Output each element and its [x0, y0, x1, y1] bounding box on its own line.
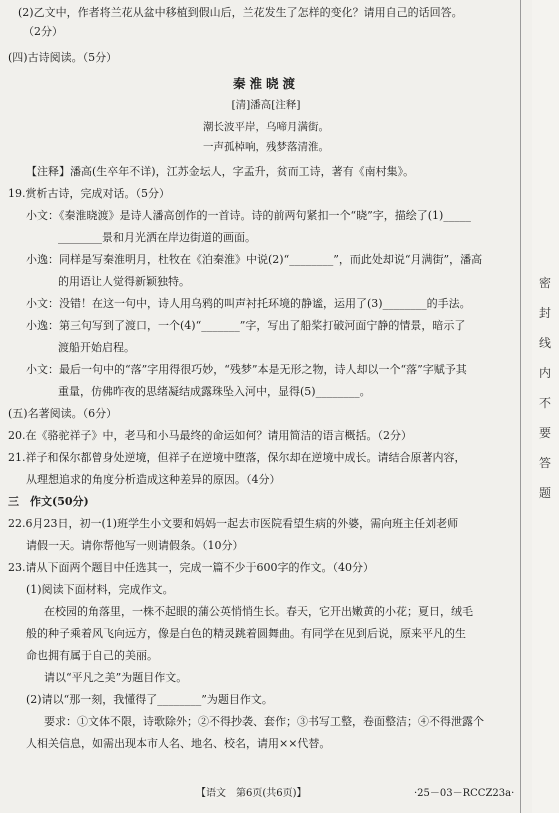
text-line: 小文：没错！在这一句中，诗人用乌鸦的叫声衬托环境的静谧，运用了(3)________的手法。	[26, 297, 471, 310]
text-line: 在校园的角落里，一株不起眼的蒲公英悄悄生长。春天，它开出嫩黄的小花；夏日，绒毛	[44, 605, 473, 618]
text-line: 一声孤棹响，残梦落清淮。	[203, 141, 329, 153]
text-line: (五)名著阅读。（6分）	[8, 407, 118, 420]
text-line: 20.在《骆驼祥子》中，老马和小马最终的命运如何？请用简洁的语言概括。（2分）	[8, 429, 412, 442]
text-line: (2)请以“那一刻，我懂得了________”为题目作文。	[26, 693, 273, 706]
text-line: 小文：最后一句中的“落”字用得很巧妙，“残梦”本是无形之物，诗人却以一个“落”字赋予其	[26, 363, 467, 376]
text-line: (四)古诗阅读。（5分）	[8, 51, 118, 64]
text-line: ________景和月光洒在岸边街道的画面。	[58, 231, 256, 244]
text-line: 人相关信息，如需出现本市人名、地名、校名，请用××代替。	[26, 737, 331, 750]
binding-line	[520, 0, 521, 813]
text-line: 22.6月23日，初一(1)班学生小文要和妈妈一起去市医院看望生病的外婆，需向班主任刘老师	[8, 517, 459, 530]
text-line: 从理想追求的角度分析造成这种差异的原因。（4分）	[26, 473, 281, 486]
text-line: 【注释】潘高(生卒年不详)，江苏金坛人，字孟升，贫而工诗，著有《南村集》。	[26, 165, 415, 178]
text-line: 三 作文(50分)	[8, 495, 89, 508]
page-footer-center: 【语文 第6页(共6页)】	[196, 788, 307, 799]
text-line: 命也拥有属于自己的美丽。	[26, 649, 158, 662]
text-line: （2分）	[23, 25, 63, 38]
page-footer-code: ·25－03－RCCZ23a·	[414, 788, 515, 799]
text-line: (1)阅读下面材料，完成作文。	[26, 583, 174, 596]
binding-notice: 密封线内不要答题	[538, 276, 551, 500]
text-line: 潮长波平岸，乌啼月满街。	[203, 121, 329, 133]
text-line: [清]潘高[注释]	[231, 99, 301, 111]
text-line: 渡船开始启程。	[58, 341, 135, 354]
text-line: 秦淮晓渡	[232, 76, 299, 91]
text-line: 小文：《秦淮晓渡》是诗人潘高创作的一首诗。诗的前两句紧扣一个“晓”字，描绘了(1)_____	[26, 209, 471, 222]
text-line: (2)乙文中，作者将兰花从盆中移植到假山后，兰花发生了怎样的变化？请用自己的话回答。	[18, 6, 463, 19]
text-line: 请以“平凡之美”为题目作文。	[44, 671, 188, 684]
text-line: 的用语让人觉得新颖独特。	[58, 275, 190, 288]
text-line: 19.赏析古诗，完成对话。（5分）	[8, 187, 170, 200]
text-line: 重量，仿佛昨夜的思绪凝结成露珠坠入河中，显得(5)________。	[58, 385, 371, 398]
text-line: 请假一天。请你帮他写一则请假条。（10分）	[26, 539, 244, 552]
text-line: 21.祥子和保尔都曾身处逆境，但祥子在逆境中堕落，保尔却在逆境中成长。请结合原著内容，	[8, 451, 466, 464]
text-line: 23.请从下面两个题目中任选其一，完成一篇不少于600字的作文。（40分）	[8, 561, 374, 574]
text-line: 小逸：同样是写秦淮明月，杜牧在《泊秦淮》中说(2)“________”，而此处却说“月满街”，潘高	[26, 253, 483, 266]
text-line: 要求：①文体不限，诗歌除外；②不得抄袭、套作；③书写工整，卷面整洁；④不得泄露个	[44, 715, 484, 728]
text-line: 般的种子乘着风飞向远方，像是白色的精灵跳着圆舞曲。有同学在见到后说，原来平凡的生	[26, 627, 466, 640]
text-line: 小逸：第三句写到了渡口，一个(4)“_______”字，写出了船桨打破河面宁静的情景，暗示了	[26, 319, 466, 332]
